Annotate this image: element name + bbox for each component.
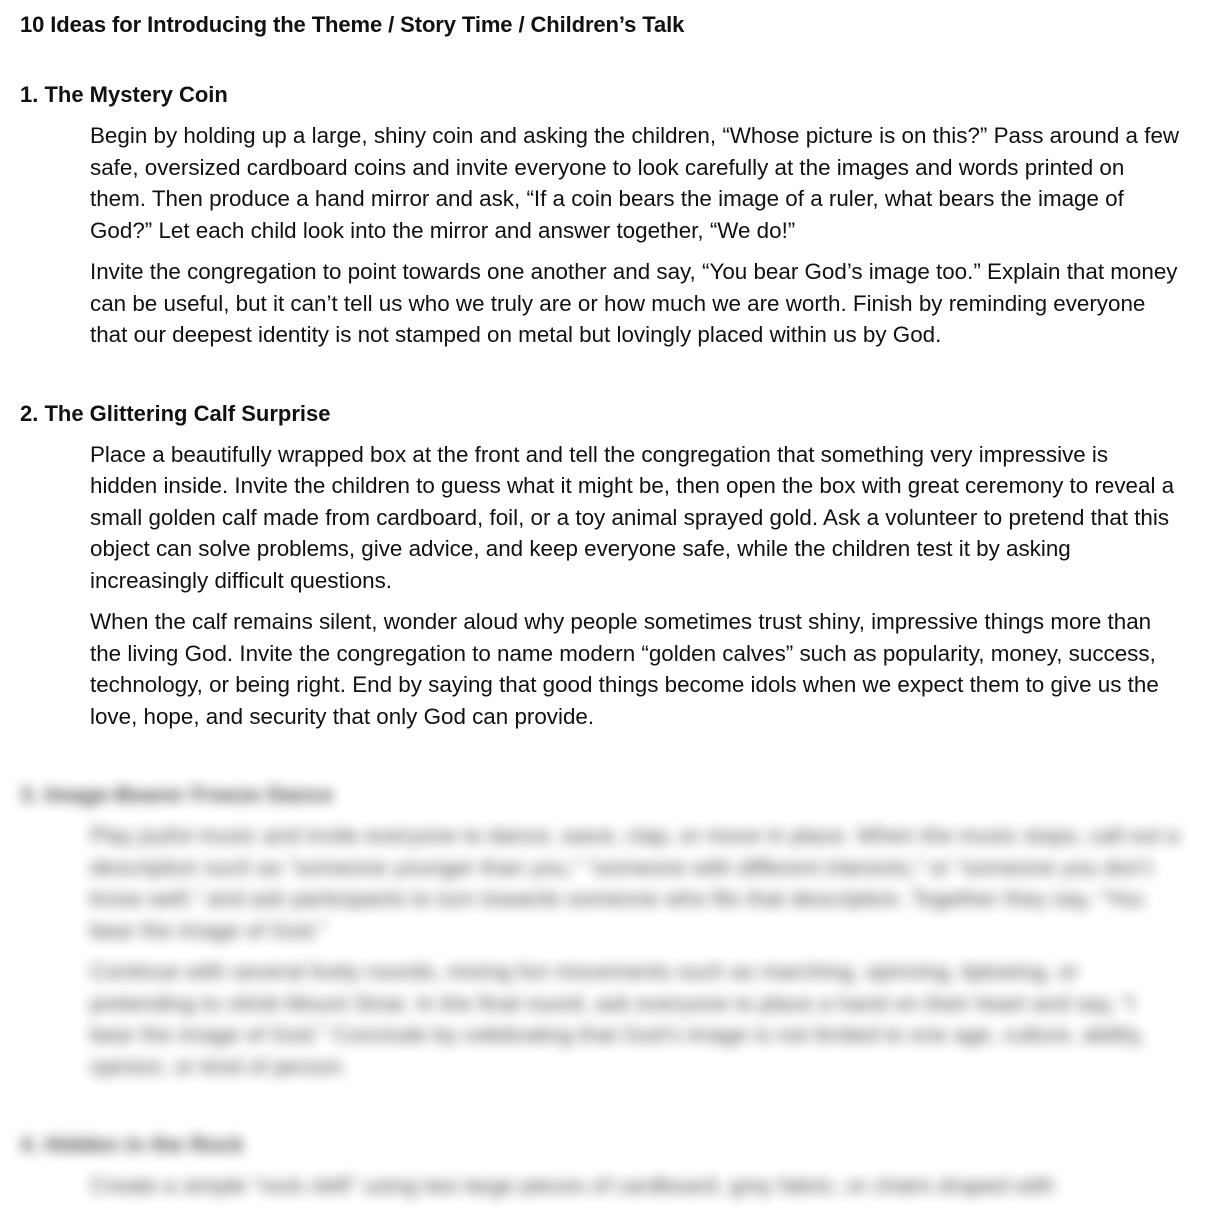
idea-section-2: [20, 399, 1181, 733]
section-heading: 1. The Mystery Coin: [20, 82, 228, 107]
section-body: [20, 120, 1181, 351]
section-heading: 3. Image-Bearer Freeze Dance: [20, 782, 334, 807]
paragraph: When the calf remains silent, wonder aloud why people sometimes trust shiny, impressive things more than the living God. Invite the congregation to name modern “golden calves” such as popularity, money, success, technology, or being right. End by saying that good things become idols when we expect them to give us the love, hope, and security that only God can provide.: [90, 609, 1159, 729]
section-body: [20, 1170, 1181, 1202]
section-body: [20, 439, 1181, 733]
section-heading: 4. Hidden in the Rock: [20, 1132, 244, 1157]
blurred-preview-region: [20, 780, 1181, 1202]
paragraph: Invite the congregation to point towards one another and say, “You bear God’s image too.” Explain that money can be useful, but it can’t tell us who we truly are or how much we are worth. Finish by reminding everyone that our deepest identity is not stamped on metal but lovingly placed within us by God.: [90, 259, 1178, 347]
idea-section-4: [20, 1130, 1181, 1202]
paragraph: Play joyful music and invite everyone to dance, wave, clap, or move in place. When the music stops, call out a description such as “someone younger than you,” “someone with different interests,” or “someone you don’t know well,” and ask participants to turn towards someone who fits that description. Together they say, “You bear the image of God.”: [90, 823, 1179, 943]
section-body: [20, 820, 1181, 1082]
paragraph: Begin by holding up a large, shiny coin and asking the children, “Whose picture is on this?” Pass around a few safe, oversized cardboard coins and invite everyone to look carefully at the images and words printed on them. Then produce a hand mirror and ask, “If a coin bears the image of a ruler, what bears the image of God?” Let each child look into the mirror and answer together, “We do!”: [90, 123, 1180, 243]
idea-section-1: [20, 80, 1181, 351]
document-title: 10 Ideas for Introducing the Theme / Story Time / Children’s Talk: [20, 12, 685, 37]
idea-section-3: [20, 780, 1181, 1082]
paragraph: Continue with several lively rounds, mixing fun movements such as marching, spinning, tiptoeing, or pretending to climb Mount Sinai. In the final round, ask everyone to place a hand on their heart and say, “I bear the image of God.” Conclude by celebrating that God’s image is not limited to one age, culture, ability, opinion, or kind of person.: [90, 959, 1145, 1079]
paragraph: Place a beautifully wrapped box at the front and tell the congregation that something very impressive is hidden inside. Invite the children to guess what it might be, then open the box with great ceremony to reveal a small golden calf made from cardboard, foil, or a toy animal sprayed gold. Ask a volunteer to pretend that this object can solve problems, give advice, and keep everyone safe, while the children test it by asking increasingly difficult questions.: [90, 441, 1175, 593]
section-heading: 2. The Glittering Calf Surprise: [20, 400, 331, 426]
paragraph: Create a simple “rock cleft” using two large pieces of cardboard, grey fabric, or chairs draped with: [90, 1173, 1055, 1198]
